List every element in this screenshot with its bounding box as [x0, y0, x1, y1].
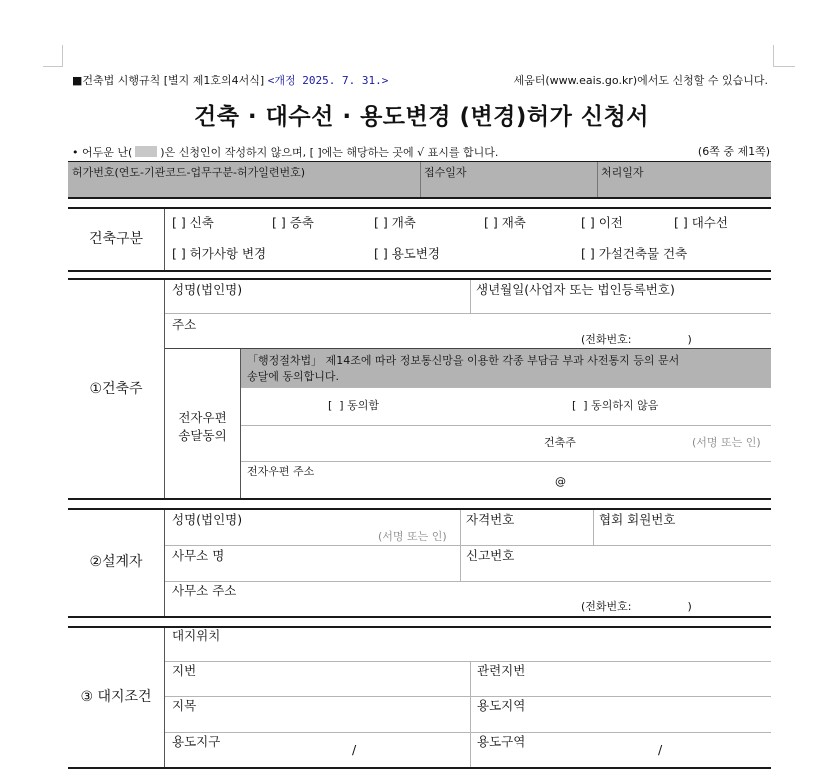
divider [165, 696, 771, 697]
divider [420, 162, 421, 197]
page-indicator: (6쪽 중 제1쪽) [697, 145, 770, 158]
page-corner-mark [62, 45, 63, 67]
received-date-field: 접수일자 [424, 166, 467, 179]
owner-name-field[interactable]: 성명(법인명) [172, 282, 243, 297]
divider [165, 661, 771, 662]
divider [593, 510, 594, 545]
divider [68, 508, 771, 510]
email-consent-label [165, 409, 240, 445]
checkbox-reconstruction[interactable]: [ ] 재축 [484, 215, 526, 230]
checkbox-extension[interactable]: [ ] 증축 [272, 215, 314, 230]
designer-license-field[interactable]: 자격번호 [466, 512, 515, 527]
owner-phone-field[interactable]: (전화번호: ) [581, 333, 692, 346]
checkbox-major-repair[interactable]: [ ] 대수선 [674, 215, 728, 230]
use-district-field[interactable]: 용도지구 [172, 734, 221, 749]
divider [68, 197, 771, 199]
divider [68, 207, 771, 209]
divider [165, 581, 771, 582]
checkbox-temporary-building[interactable]: [ ] 가설건축물 건축 [581, 246, 688, 261]
checkbox-relocation[interactable]: [ ] 이전 [581, 215, 623, 230]
designer-report-field[interactable]: 신고번호 [466, 548, 515, 563]
divider [470, 662, 471, 767]
divider [165, 732, 771, 733]
divider [165, 313, 771, 314]
checkbox-consent-disagree[interactable]: [ ] 동의하지 않음 [572, 399, 659, 412]
divider [597, 162, 598, 197]
owner-label: ①건축주 [89, 381, 143, 397]
divider [164, 510, 165, 616]
email-address-label: 전자우편 주소 [247, 465, 315, 478]
owner-sign-field[interactable]: (서명 또는 인) [692, 436, 761, 449]
divider [68, 498, 771, 500]
instructions-suffix: )은 신청인이 작성하지 않으며, [ ]에는 해당하는 곳에 √ 표시를 합니다. [160, 146, 499, 159]
divider [241, 461, 771, 462]
designer-office-address-field[interactable]: 사무소 주소 [172, 583, 237, 598]
consent-notice-line-2: 송달에 동의합니다. [247, 370, 340, 383]
dark-cell-sample [135, 146, 157, 157]
divider [68, 270, 771, 272]
use-area-field[interactable]: 용도구역 [477, 734, 526, 749]
divider [470, 280, 471, 313]
form-title: 건축 · 대수선 · 용도변경 (변경)허가 신청서 [193, 104, 650, 130]
instructions [72, 146, 498, 158]
divider [241, 387, 771, 388]
consent-notice [247, 353, 679, 385]
email-consent-label-2: 송달동의 [178, 428, 227, 443]
checkbox-new-build[interactable]: [ ] 신축 [172, 215, 214, 230]
land-category-field[interactable]: 지목 [172, 698, 197, 713]
processed-date-field: 처리일자 [601, 166, 644, 179]
designer-assoc-field[interactable]: 협회 회원번호 [599, 512, 676, 527]
checkbox-rebuild[interactable]: [ ] 개축 [374, 215, 416, 230]
site-location-field[interactable]: 대지위치 [172, 628, 221, 643]
revision-date: <개정 2025. 7. 31.> [267, 74, 389, 87]
checkbox-permit-change[interactable]: [ ] 허가사항 변경 [172, 246, 267, 261]
divider [164, 628, 165, 767]
designer-label: ②설계자 [89, 554, 143, 570]
page-corner-mark [773, 45, 774, 67]
email-address-field[interactable]: @ [555, 475, 566, 488]
designer-phone-field[interactable]: (전화번호: ) [581, 600, 692, 613]
law-reference-text: ■건축법 시행규칙 [별지 제1호의4서식] [72, 74, 265, 87]
online-note: 세움터(www.eais.go.kr)에서도 신청할 수 있습니다. [513, 74, 768, 87]
owner-signer-label: 건축주 [544, 436, 576, 449]
page-corner-mark [773, 66, 795, 67]
owner-birth-field[interactable]: 생년월일(사업자 또는 법인등록번호) [476, 282, 675, 297]
consent-notice-line-1: 「행정절차법」 제14조에 따라 정보통신망을 이용한 각종 부담금 부과 사전통지 등의 문서 [247, 354, 680, 367]
divider [68, 767, 771, 769]
email-consent-label-1: 전자우편 [178, 410, 227, 425]
law-reference [72, 75, 388, 86]
checkbox-use-change[interactable]: [ ] 용도변경 [374, 246, 441, 261]
instructions-prefix: • 어두운 난( [72, 146, 133, 159]
lot-number-field[interactable]: 지번 [172, 663, 197, 678]
use-area-slash: / [658, 742, 663, 757]
designer-name-field[interactable]: 성명(법인명) [172, 512, 243, 527]
divider [68, 278, 771, 280]
divider [165, 545, 771, 546]
divider [68, 616, 771, 618]
use-zone-field[interactable]: 용도지역 [477, 698, 526, 713]
permit-number-field: 허가번호(연도-기관코드-업무구분-허가일련번호) [72, 166, 306, 179]
site-label: ③ 대지조건 [80, 689, 152, 705]
construction-type-label: 건축구분 [88, 231, 144, 247]
divider [241, 425, 771, 426]
checkbox-consent-agree[interactable]: [ ] 동의함 [328, 399, 379, 412]
owner-address-field[interactable]: 주소 [172, 317, 197, 332]
divider [164, 209, 165, 270]
designer-sign-field[interactable]: (서명 또는 인) [378, 530, 447, 543]
page-corner-mark [43, 66, 63, 67]
use-district-slash: / [352, 742, 357, 757]
related-lot-field[interactable]: 관련지번 [477, 663, 526, 678]
designer-office-name-field[interactable]: 사무소 명 [172, 548, 225, 563]
